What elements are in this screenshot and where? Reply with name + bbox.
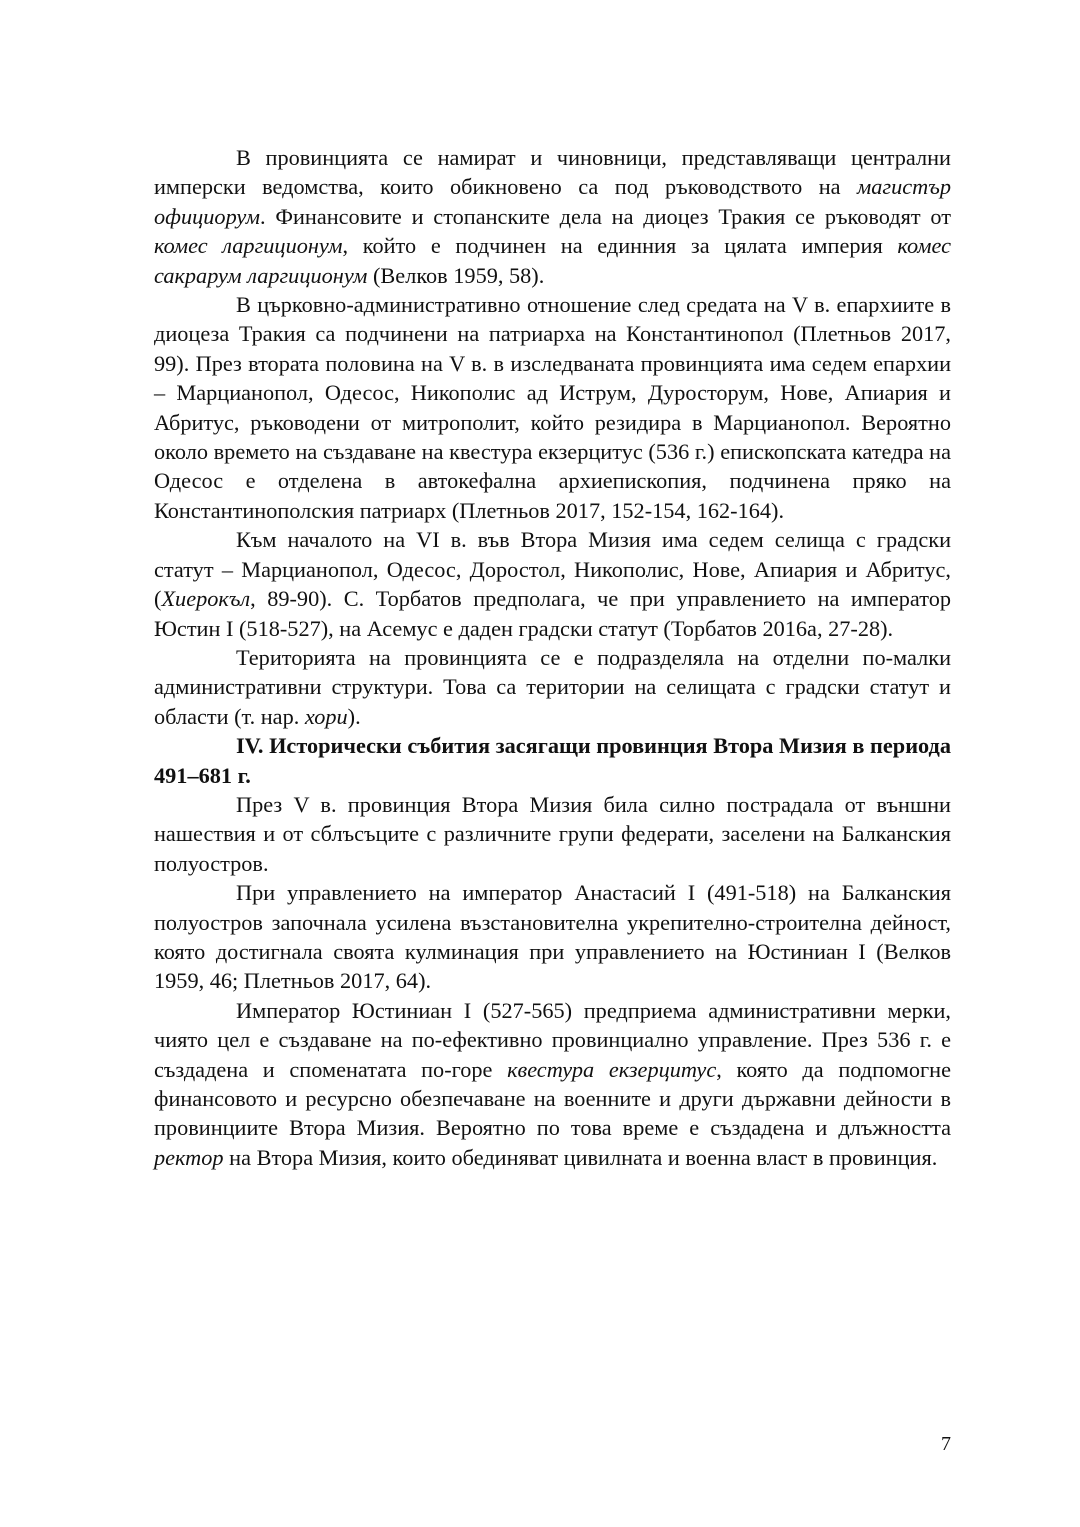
text-run: , който е подчинен на единния за цялата империя <box>342 233 898 259</box>
body-paragraph <box>154 996 951 1172</box>
text-run: , 89-90). С. Торбатов предполага, че при управлението на император Юстин I (518-527), на Асемус е даден градски статут (Торбатов 2016а, 27-28). <box>154 586 951 641</box>
italic-term: магистър официорум <box>154 174 951 229</box>
page-number: 7 <box>941 1433 951 1455</box>
text-run: ). <box>347 703 361 729</box>
body-paragraph <box>154 143 951 290</box>
body-paragraph <box>154 525 951 643</box>
text-run: Към началото на VI в. във Втора Мизия има седем селища с градски статут – Марцианопол, Одесос, Доростол, Никополис, Нове, Апиария и Абритус, ( <box>154 527 951 612</box>
italic-term: квестура екзерцитус <box>507 1056 717 1082</box>
body-paragraph <box>154 290 951 525</box>
italic-term: ректор <box>154 1144 224 1170</box>
text-run: В църковно-административно отношение след средата на V в. епархиите в диоцеза Тракия са подчинени на патриарха на Константинопол (Плетньов 2017, 99). През втората половина на V в. в изследваната провинцията има седем епархии – Марцианопол, Одесос, Никополис ад Иструм, Дуросторум, Нове, Апиария и Абритус, ръководени от митрополит, който резидира в Марцианопол. Вероятно около времето на създаване на квестура екзерцитус (536 г.) епископската катедра на Одесос е отделена в автокефална архиепископия, подчинена пряко на Константинополския патриарх (Плетньов 2017, 152-154, 162-164). <box>154 292 951 523</box>
text-run: През V в. провинция Втора Мизия била силно пострадала от външни нашествия и от сблъсъците с различните групи федерати, заселени на Балканския полуостров. <box>154 791 951 876</box>
text-run: IV. Исторически събития засягащи провинция Втора Мизия в периода 491–681 г. <box>154 733 951 788</box>
italic-term: комес сакрарум ларгиционум <box>154 233 951 288</box>
page-body <box>154 143 951 1172</box>
italic-term: комес ларгиционум <box>154 233 343 259</box>
text-run: на Втора Мизия, които обединяват цивилната и военна власт в провинция. <box>223 1144 938 1170</box>
text-run: , която да подпомогне финансовото и ресурсно обезпечаване на военните и други държавни дейности в провинциите Втора Мизия. Вероятно по това време е създадена и длъжността <box>154 1056 951 1141</box>
italic-term: Хиерокъл <box>161 586 251 612</box>
body-paragraph <box>154 790 951 878</box>
text-run: Император Юстиниан I (527-565) предприема административни мерки, чиято цел е създаване на по-ефективно провинциално управление. През 536 г. е създадена и споменатата по-горе <box>154 997 951 1082</box>
section-heading <box>154 731 951 790</box>
text-run: Територията на провинцията се е подразделяла на отделни по-малки административни структури. Това са територии на селищата с градски статут и области (т. нар. <box>154 644 951 729</box>
italic-term: хори <box>304 703 348 729</box>
text-run: (Велков 1959, 58). <box>367 262 545 288</box>
body-paragraph <box>154 878 951 996</box>
text-run: В провинцията се намират и чиновници, представляващи централни имперски ведомства, които обикновено са под ръководството на <box>154 145 951 200</box>
body-paragraph <box>154 643 951 731</box>
text-run: При управлението на император Анастасий I (491-518) на Балканския полуостров започнала усилена възстановителна укрепително-строителна дейност, която достигнала своята кулминация при управлението на Юстиниан I (Велков 1959, 46; Плетньов 2017, 64). <box>154 880 951 994</box>
text-run: . Финансовите и стопанските дела на диоцез Тракия се ръководят от <box>260 203 951 229</box>
